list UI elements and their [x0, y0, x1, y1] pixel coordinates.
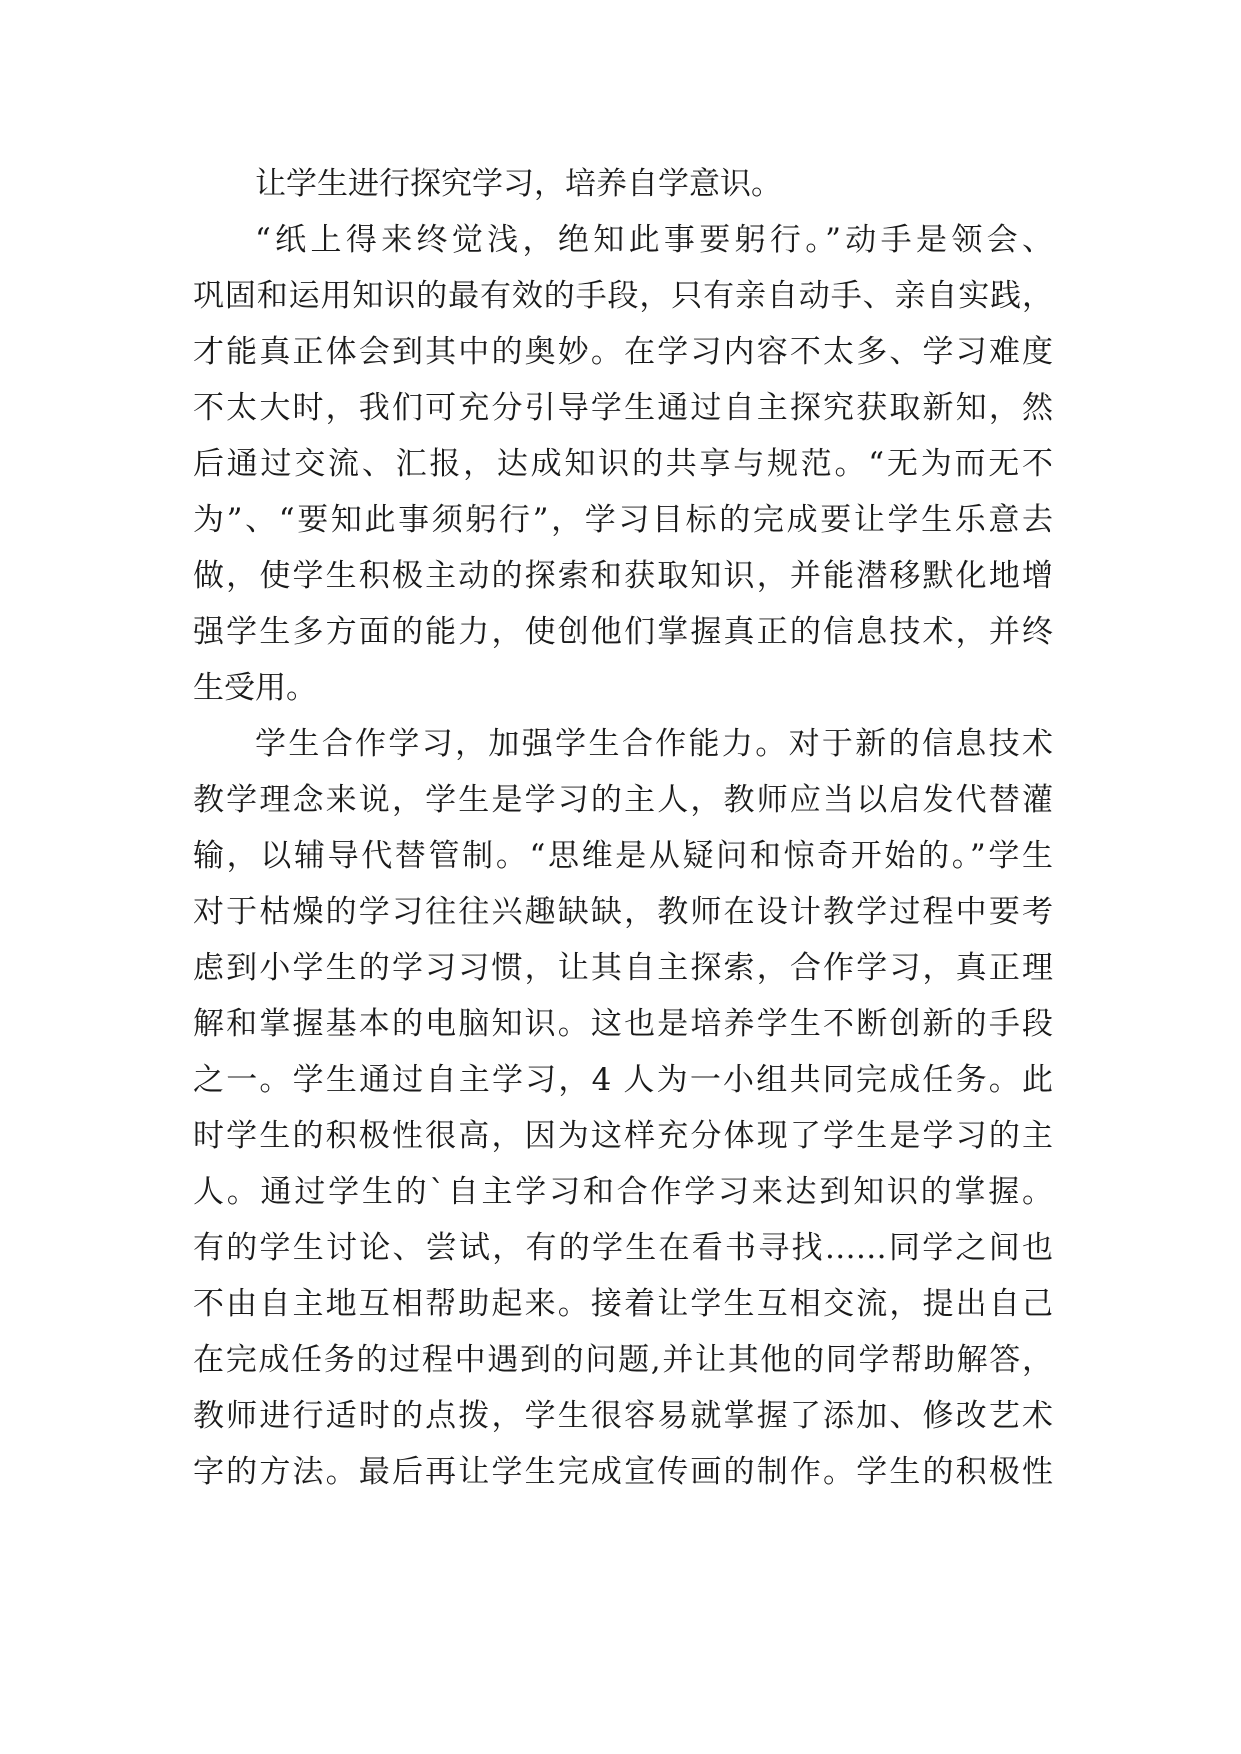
paragraph-line: 在完成任务的过程中遇到的问题,并让其他的同学帮助解答， [193, 1342, 1053, 1378]
paragraph-line: 生受用。 [193, 670, 317, 706]
paragraph-line: 输，以辅导代替管制。“思维是从疑问和惊奇开始的。”学生 [193, 838, 1053, 874]
paragraph-line: 对于枯燥的学习往往兴趣缺缺，教师在设计教学过程中要考 [193, 894, 1053, 930]
paragraph-line: 时学生的积极性很高，因为这样充分体现了学生是学习的主 [193, 1118, 1053, 1154]
paragraph-line: 强学生多方面的能力，使创他们掌握真正的信息技术，并终 [193, 614, 1053, 650]
paragraph-line: 让学生进行探究学习，培养自学意识。 [255, 166, 782, 202]
paragraph-line: 为”、“要知此事须躬行”，学习目标的完成要让学生乐意去 [193, 502, 1053, 538]
paragraph-line: 学生合作学习，加强学生合作能力。对于新的信息技术 [255, 726, 1053, 762]
paragraph-line: 之一。学生通过自主学习，4 人为一小组共同完成任务。此 [193, 1062, 1053, 1098]
paragraph-line: 字的方法。最后再让学生完成宣传画的制作。学生的积极性 [193, 1454, 1053, 1490]
paragraph-line: 才能真正体会到其中的奥妙。在学习内容不太多、学习难度 [193, 334, 1053, 370]
paragraph-line: 人。通过学生的`自主学习和合作学习来达到知识的掌握。 [193, 1174, 1053, 1210]
paragraph-line: 教学理念来说，学生是学习的主人，教师应当以启发代替灌 [193, 782, 1053, 818]
paragraph-line: 不由自主地互相帮助起来。接着让学生互相交流，提出自己 [193, 1286, 1053, 1322]
paragraph-line: 巩固和运用知识的最有效的手段，只有亲自动手、亲自实践， [193, 278, 1053, 314]
paragraph-line: 做，使学生积极主动的探索和获取知识，并能潜移默化地增 [193, 558, 1053, 594]
paragraph-line: 不太大时，我们可充分引导学生通过自主探究获取新知，然 [193, 390, 1053, 426]
paragraph-line: 教师进行适时的点拨，学生很容易就掌握了添加、修改艺术 [193, 1398, 1053, 1434]
body-text [193, 156, 1053, 1500]
paragraph-line: 后通过交流、汇报，达成知识的共享与规范。“无为而无不 [193, 446, 1053, 482]
paragraph-line: 有的学生讨论、尝试，有的学生在看书寻找……同学之间也 [193, 1230, 1053, 1266]
paragraph-line: 解和掌握基本的电脑知识。这也是培养学生不断创新的手段 [193, 1006, 1053, 1042]
paragraph-line: “纸上得来终觉浅，绝知此事要躬行。”动手是领会、 [255, 222, 1053, 258]
paragraph-line: 虑到小学生的学习习惯，让其自主探索，合作学习，真正理 [193, 950, 1053, 986]
